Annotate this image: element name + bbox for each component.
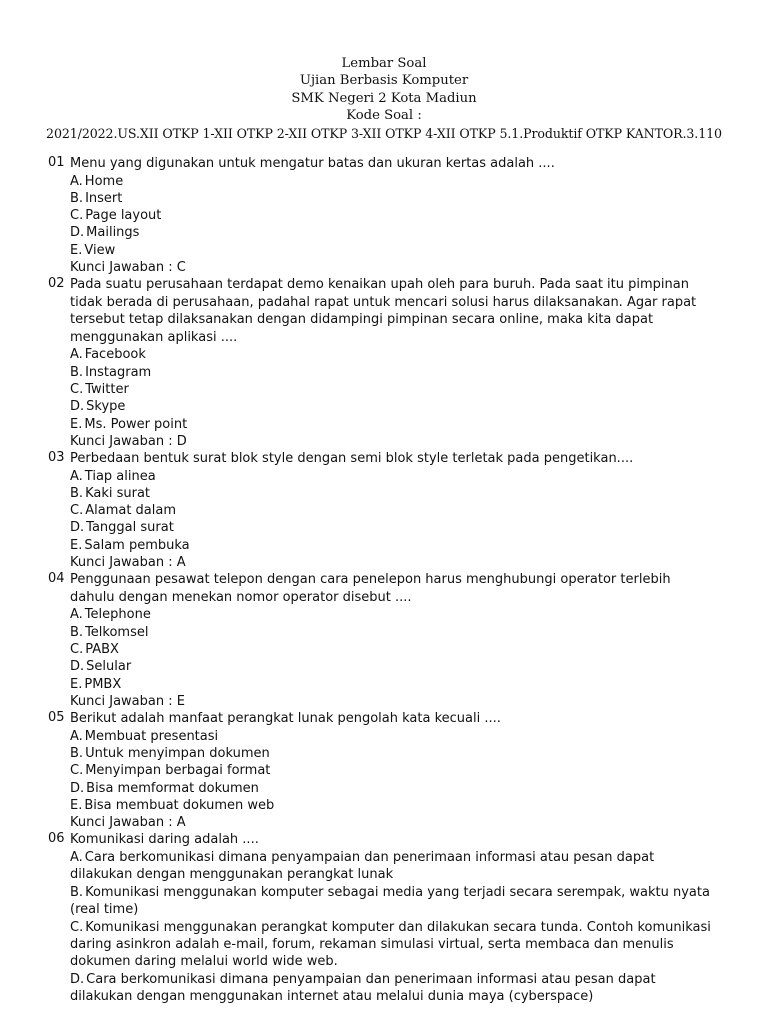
answer-option [70, 537, 768, 554]
option-letter: B. [70, 190, 84, 206]
option-text: Untuk menyimpan dokumen [85, 745, 270, 761]
option-text: Mailings [86, 225, 140, 241]
answer-option [70, 919, 768, 971]
option-letter: C. [70, 503, 84, 519]
school-name: SMK Negeri 2 Kota Madiun [291, 90, 477, 106]
option-text: Insert [85, 190, 123, 206]
option-text: Page layout [85, 208, 162, 224]
option-text: Facebook [84, 347, 146, 363]
option-letter: B. [70, 884, 84, 900]
option-text: Selular [86, 659, 132, 675]
answer-option [70, 676, 768, 693]
option-text: Skype [86, 399, 126, 415]
answer-option [70, 207, 768, 224]
option-text: Home [84, 173, 124, 189]
answer-key: Kunci Jawaban : E [70, 693, 185, 709]
option-letter: D. [70, 520, 85, 536]
answer-option [70, 745, 768, 762]
answer-option [70, 971, 768, 1006]
question-text: Perbedaan bentuk surat blok style dengan semi blok style terletak pada pengetikan.... [70, 451, 634, 467]
option-text: Telkomsel [85, 624, 149, 640]
option-letter: B. [70, 485, 84, 501]
option-letter: D. [70, 971, 85, 987]
option-letter: D. [70, 659, 85, 675]
question-item [0, 276, 768, 450]
option-letter: A. [70, 347, 83, 363]
question-number: 06 [48, 831, 65, 847]
answer-option [70, 242, 768, 259]
question-text: Berikut adalah manfaat perangkat lunak pengolah kata kecuali .... [70, 711, 501, 727]
option-letter: E. [70, 676, 83, 692]
question-text: Menu yang digunakan untuk mengatur batas dan ukuran kertas adalah .... [70, 156, 555, 172]
option-text: Komunikasi menggunakan komputer sebagai media yang terjadi secara serempak, waktu nyata (real time) [70, 884, 710, 918]
question-number: 04 [48, 571, 65, 587]
answer-option [70, 519, 768, 536]
answer-option [70, 884, 768, 919]
question-number: 05 [48, 710, 65, 726]
question-item [0, 710, 768, 831]
option-text: PMBX [84, 676, 122, 692]
option-letter: C. [70, 919, 84, 935]
question-text: Pada suatu perusahaan terdapat demo kenaikan upah oleh para buruh. Pada saat itu pimpinan tidak berada di perusahaan, padahal rapat untuk mencari solusi harus dilaksanakan. Agar rapat tersebut tetap dilaksanakan dengan didampingi pimpinan secara online, maka kita dapat menggunakan aplikasi .... [70, 277, 697, 345]
answer-option [70, 468, 768, 485]
option-text: Bisa membuat dokumen web [84, 797, 275, 813]
answer-option [70, 416, 768, 433]
answer-option [70, 173, 768, 190]
answer-option [70, 224, 768, 241]
question-item [0, 571, 768, 710]
option-letter: A. [70, 607, 83, 623]
option-letter: C. [70, 381, 84, 397]
question-list [0, 155, 768, 1006]
option-text: Twitter [85, 381, 129, 397]
option-letter: E. [70, 242, 83, 258]
answer-key: Kunci Jawaban : A [70, 815, 186, 831]
answer-key: Kunci Jawaban : C [70, 260, 186, 276]
option-letter: D. [70, 225, 85, 241]
option-text: Alamat dalam [85, 503, 177, 519]
option-letter: C. [70, 641, 84, 657]
option-text: Tanggal surat [86, 520, 174, 536]
option-letter: E. [70, 537, 83, 553]
question-number: 01 [48, 155, 65, 171]
option-letter: C. [70, 763, 84, 779]
option-text: PABX [85, 641, 119, 657]
option-text: Instagram [85, 364, 152, 380]
option-text: View [84, 242, 116, 258]
option-text: Cara berkomunikasi dimana penyampaian dan penerimaan informasi atau pesan dapat dilakukan dengan menggunakan perangkat lunak [70, 849, 655, 883]
option-text: Kaki surat [85, 485, 151, 501]
option-letter: D. [70, 399, 85, 415]
answer-option [70, 624, 768, 641]
answer-option [70, 849, 768, 884]
sheet-title: Lembar Soal [341, 56, 427, 71]
option-text: Bisa memformat dokumen [86, 780, 259, 796]
option-letter: B. [70, 624, 84, 640]
sheet-header [0, 55, 768, 142]
answer-option [70, 190, 768, 207]
option-text: Tiap alinea [84, 468, 156, 484]
answer-option [70, 346, 768, 363]
option-text: Membuat presentasi [84, 728, 219, 744]
option-letter: B. [70, 745, 84, 761]
answer-option [70, 485, 768, 502]
option-letter: E. [70, 797, 83, 813]
option-text: Menyimpan berbagai format [85, 763, 271, 779]
question-number: 02 [48, 276, 65, 292]
option-letter: C. [70, 208, 84, 224]
answer-option [70, 606, 768, 623]
option-text: Ms. Power point [84, 416, 188, 432]
answer-option [70, 658, 768, 675]
option-text: Telephone [84, 607, 151, 623]
option-letter: E. [70, 416, 83, 432]
option-letter: A. [70, 173, 83, 189]
answer-option [70, 502, 768, 519]
question-number: 03 [48, 450, 65, 466]
question-text: Penggunaan pesawat telepon dengan cara penelepon harus menghubungi operator terlebih dahulu dengan menekan nomor operator disebut .... [70, 572, 671, 605]
exam-code: 2021/2022.US.XII OTKP 1-XII OTKP 2-XII OTKP 3-XII OTKP 4-XII OTKP 5.1.Produktif OTKP KANTOR.3.110 [46, 125, 722, 141]
code-label: Kode Soal : [346, 108, 422, 124]
question-item [0, 831, 768, 1005]
answer-option [70, 381, 768, 398]
option-letter: A. [70, 849, 83, 865]
option-text: Salam pembuka [84, 537, 190, 553]
question-item [0, 450, 768, 571]
exam-type: Ujian Berbasis Komputer [299, 73, 469, 89]
question-text: Komunikasi daring adalah .... [70, 832, 259, 848]
question-item [0, 155, 768, 276]
answer-key: Kunci Jawaban : A [70, 555, 186, 571]
answer-key: Kunci Jawaban : D [70, 433, 187, 449]
option-letter: A. [70, 468, 83, 484]
answer-option [70, 398, 768, 415]
option-text: Cara berkomunikasi dimana penyampaian dan penerimaan informasi atau pesan dapat dilakukan dengan menggunakan internet atau melalui dunia maya (cyberspace) [70, 971, 656, 1005]
answer-option [70, 641, 768, 658]
answer-option [70, 762, 768, 779]
option-letter: D. [70, 780, 85, 796]
answer-option [70, 364, 768, 381]
answer-option [70, 797, 768, 814]
answer-option [70, 780, 768, 797]
option-text: Komunikasi menggunakan perangkat komputer dan dilakukan secara tunda. Contoh komunikasi daring asinkron adalah e-mail, forum, rekaman simulasi virtual, serta membaca dan menulis dokumen daring melalui world wide web. [70, 919, 711, 970]
option-letter: B. [70, 364, 84, 380]
answer-option [70, 728, 768, 745]
option-letter: A. [70, 728, 83, 744]
